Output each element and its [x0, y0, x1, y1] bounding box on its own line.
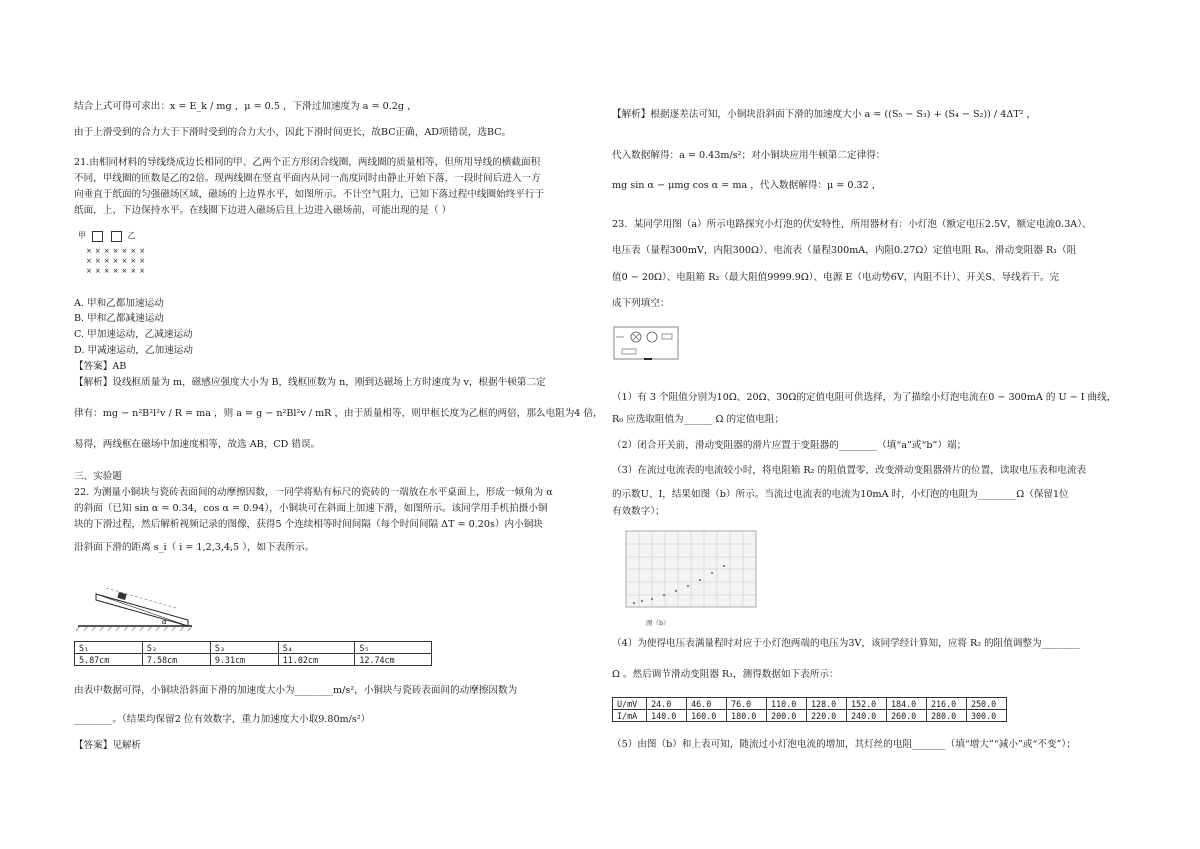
question-23-line: 23．某同学用图（a）所示电路探究小灯泡的伏安特性，所用器材有：小灯泡（额定电压2.5V，额定电流0.3A）、: [612, 219, 1092, 230]
text-line: 电压表（量程300mV，内阻300Ω）、电流表（量程300mA，内阻0.27Ω）定值电阻 R₀、滑动变阻器 R₁（阻: [612, 245, 1077, 256]
table-cell: 160.0: [687, 710, 727, 722]
text-line: 的示数U、I，结果如图（b）所示。当流过电流表的电流为10mA 时，小灯泡的电阻为________Ω（保留1位: [612, 489, 1069, 500]
table-cell: 180.0: [727, 710, 767, 722]
text-line: 沿斜面下滑的距离 s_i（ i = 1,2,3,4,5 ），如下表所示。: [74, 542, 315, 553]
text-line: 成下列填空：: [612, 298, 670, 309]
table-cell: S₂: [142, 642, 210, 654]
analysis-22-line: 【解析】根据逐差法可知，小铜块沿斜面下滑的加速度大小 a = ((S₅ − S₃) + (S₄ − S₂)) / 4ΔT² ，: [612, 109, 1037, 120]
table-cell: 7.58cm: [142, 654, 210, 666]
table-cell: 9.31cm: [210, 654, 278, 666]
text-line: 向垂直于纸面的匀强磁场区域，磁场的上边界水平，如图所示。不计空气阻力，已知下落过程中线圈始终平行于: [74, 189, 545, 200]
table-cell: 5.87cm: [75, 654, 143, 666]
text-line: 不同，甲线圈的匝数是乙的2倍。现两线圈在竖直平面内从同一高度同时由静止开始下落，一段时间后进入一方: [74, 173, 541, 184]
text-line: （4）为使得电压表满量程时对应于小灯泡两端的电压为3V，该同学经计算知，应将 R₂ 的阻值调整为________: [612, 638, 1081, 649]
question-22-line: 22. 为测量小铜块与瓷砖表面间的动摩擦因数，一同学将贴有标尺的瓷砖的一端放在水平桌面上，形成一倾角为 α: [74, 487, 553, 498]
table-cell: 11.02cm: [278, 654, 355, 666]
row-label: I/mA: [613, 710, 647, 722]
answer-22: 【答案】见解析: [74, 740, 142, 751]
table-cell: 110.0: [767, 698, 807, 710]
text-line: 值0 − 20Ω）、电阻箱 R₂（最大阻值9999.9Ω）、电源 E（电动势6V，内阻不计）、开关S、导线若干。完: [612, 272, 1060, 283]
analysis-21-line: 【解析】设线框质量为 m，磁感应强度大小为 B，线框匝数为 n，刚到达磁场上方时速度为 v，根据牛顿第二定: [74, 377, 546, 388]
distance-table: [74, 641, 432, 666]
ui-graph-figure: [612, 525, 762, 621]
table-cell: 300.0: [966, 710, 1006, 722]
table-cell: S₃: [210, 642, 278, 654]
text-line: 由表中数据可得，小铜块沿斜面下滑的加速度大小为________m/s²，小铜块与瓷砖表面间的动摩擦因数为: [74, 685, 518, 696]
table-cell: 152.0: [847, 698, 887, 710]
text-line: R₀ 应选取阻值为______ Ω 的定值电阻；: [612, 414, 785, 425]
text-line: 有效数字）；: [612, 506, 665, 517]
table-cell: 250.0: [966, 698, 1006, 710]
circuit-figure: [608, 319, 688, 371]
text-line: 结合上式可得可求出：x = E_k / mg ，μ = 0.5 ，下滑过加速度为 a = 0.2g ，: [74, 101, 417, 112]
option-c: C. 甲加速运动，乙减速运动: [74, 329, 193, 340]
table-cell: 260.0: [886, 710, 926, 722]
table-cell: 76.0: [727, 698, 767, 710]
text-line: ________。（结果均保留2 位有效数字，重力加速度大小取9.80m/s²）: [74, 714, 371, 725]
coil-jia-label: 甲: [78, 231, 86, 240]
table-row: [75, 642, 432, 654]
angle-alpha-label: α: [162, 618, 167, 626]
text-line: （5）由图（b）和上表可知，随流过小灯泡电流的增加，其灯丝的电阻_______（填“增大”“减小”或“不变”）；: [612, 739, 1076, 750]
table-cell: S₁: [75, 642, 143, 654]
text-line: 易得，两线框在磁场中加速度相等，故选 AB，CD 错误。: [74, 439, 321, 450]
text-line: 纸面，上、下边保持水平。在线圈下边进入磁场后且上边进入磁场前，可能出现的是（ ）: [74, 205, 452, 216]
table-cell: 200.0: [767, 710, 807, 722]
table-cell: S₅: [355, 642, 432, 654]
table-cell: 220.0: [807, 710, 847, 722]
text-line: 块的下滑过程，然后解析视频记录的图像，获得5 个连续相等时间间隔（每个时间间隔 ΔT = 0.20s）内小铜块: [74, 519, 543, 530]
answer-21: 【答案】AB: [74, 361, 127, 372]
text-line: （3）在流过电流表的电流较小时，将电阻箱 R₂ 的阻值置零，改变滑动变阻器滑片的位置，读取电压表和电流表: [612, 465, 1087, 476]
text-line: Ω 。然后调节滑动变阻器 R₁，测得数据如下表所示：: [612, 669, 839, 680]
table-cell: S₄: [278, 642, 355, 654]
text-line: 由于上滑受到的合力大于下滑时受到的合力大小，因此下滑时间更长，故BC正确，AD项错误，选BC。: [74, 127, 512, 138]
coils-field-figure: [78, 230, 158, 280]
table-cell: 128.0: [807, 698, 847, 710]
coil-jia-square: [92, 231, 103, 242]
coil-yi-square: [111, 231, 122, 242]
incline-figure: [76, 574, 196, 632]
table-cell: 240.0: [847, 710, 887, 722]
table-cell: 280.0: [926, 710, 966, 722]
graph-caption: 图（b）: [646, 619, 670, 627]
magnetic-field-crosses: ××××××× ××××××× ×××××××: [86, 247, 149, 275]
table-row: [613, 698, 1007, 710]
table-cell: 46.0: [687, 698, 727, 710]
section-heading: 三、实验题: [74, 471, 122, 482]
table-cell: 216.0: [926, 698, 966, 710]
table-row: [613, 710, 1007, 722]
table-cell: 184.0: [886, 698, 926, 710]
table-cell: 140.0: [647, 710, 687, 722]
coil-yi-label: 乙: [127, 231, 136, 240]
text-line: 律有：mg − n²B²l²v / R = ma ，则 a = g − n²Bl²v / mR ，由于质量相等，则甲框长度为乙框的两倍，那么电阻为4 倍，: [74, 408, 603, 419]
row-label: U/mV: [613, 698, 647, 710]
question-21-line: 21.由相同材料的导线绕成边长相同的甲、乙两个正方形闭合线圈，两线圈的质量相等，但所用导线的横截面积: [74, 157, 541, 168]
text-line: （1）有 3 个阻值分别为10Ω、20Ω、30Ω的定值电阻可供选择，为了描绘小灯泡电流在0 − 300mA 的 U − I 曲线，: [612, 392, 1117, 403]
table-row: [75, 654, 432, 666]
text-line: 代入数据解得：a = 0.43m/s²；对小铜块应用牛顿第二定律得：: [612, 150, 886, 161]
text-line: 的斜面（已知 sin α = 0.34，cos α = 0.94），小铜块可在斜面上加速下滑，如图所示。该同学用手机拍摄小铜: [74, 503, 548, 514]
ui-data-table: [612, 697, 1007, 722]
option-b: B. 甲和乙都减速运动: [74, 313, 164, 324]
text-line: mg sin α − μmg cos α = ma ，代入数据解得：μ = 0.32 ，: [612, 180, 882, 191]
option-a: A. 甲和乙都加速运动: [74, 298, 164, 309]
table-cell: 24.0: [647, 698, 687, 710]
text-line: （2）闭合开关前，滑动变阻器的滑片应置于变阻器的________（填“a”或“b”）端；: [612, 440, 967, 451]
option-d: D. 甲减速运动，乙加速运动: [74, 345, 193, 356]
table-cell: 12.74cm: [355, 654, 432, 666]
